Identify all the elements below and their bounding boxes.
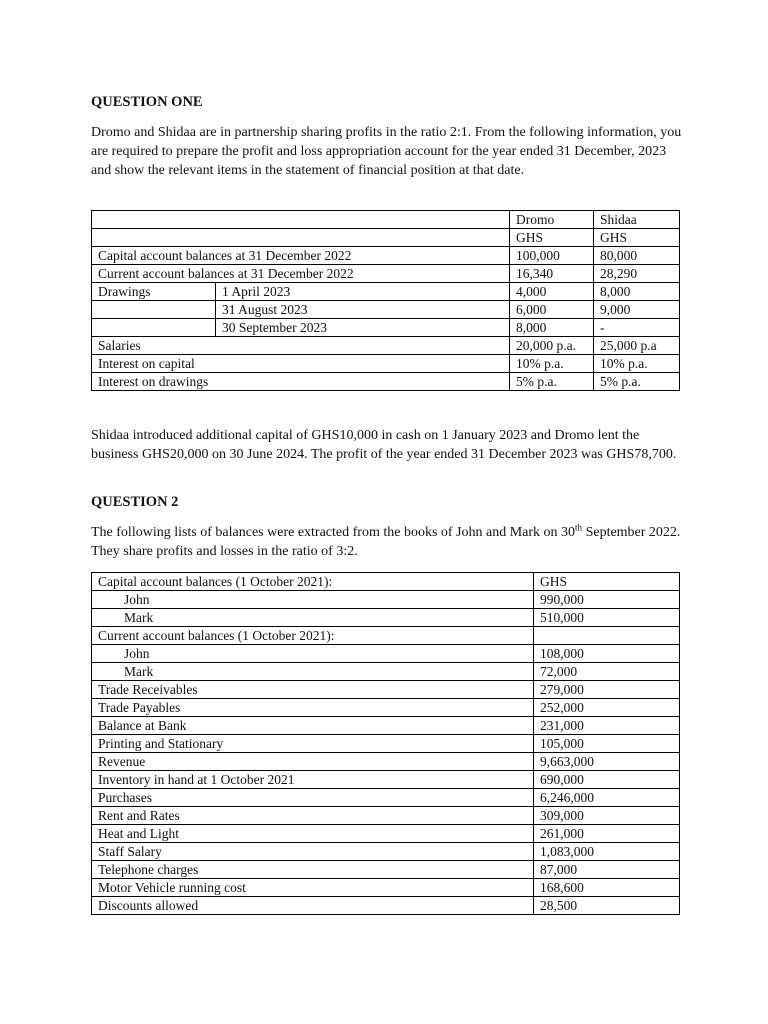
question-two-intro — [91, 523, 683, 561]
table-row — [92, 663, 680, 681]
row-value: 168,600 — [534, 879, 680, 897]
table-row — [92, 771, 680, 789]
table-row — [92, 373, 680, 391]
table-row — [92, 753, 680, 771]
row-label: Salaries — [92, 337, 510, 355]
table-row — [92, 735, 680, 753]
row-label: Revenue — [92, 753, 534, 771]
row-label: Rent and Rates — [92, 807, 534, 825]
row-label: Heat and Light — [92, 825, 534, 843]
row-label — [92, 319, 216, 337]
table-row — [92, 283, 680, 301]
row-value: 9,663,000 — [534, 753, 680, 771]
row-value: 108,000 — [534, 645, 680, 663]
row-value: 28,500 — [534, 897, 680, 915]
shidaa-value: 5% p.a. — [594, 373, 680, 391]
row-label: Motor Vehicle running cost — [92, 879, 534, 897]
dromo-value: 5% p.a. — [510, 373, 594, 391]
row-value: 261,000 — [534, 825, 680, 843]
row-label: Balance at Bank — [92, 717, 534, 735]
dromo-value: 10% p.a. — [510, 355, 594, 373]
shidaa-value: - — [594, 319, 680, 337]
row-label: Interest on capital — [92, 355, 510, 373]
row-value: 510,000 — [534, 609, 680, 627]
table-row — [92, 337, 680, 355]
unit-shidaa: GHS — [594, 229, 680, 247]
row-value: 72,000 — [534, 663, 680, 681]
table-row — [92, 699, 680, 717]
row-value: 252,000 — [534, 699, 680, 717]
row-value: 105,000 — [534, 735, 680, 753]
table-row — [92, 265, 680, 283]
drawing-date: 1 April 2023 — [216, 283, 510, 301]
table-row — [92, 573, 680, 591]
row-value: 6,246,000 — [534, 789, 680, 807]
partnership-table — [91, 210, 680, 391]
shidaa-value: 10% p.a. — [594, 355, 680, 373]
intro-superscript: th — [575, 522, 583, 533]
row-label: Trade Receivables — [92, 681, 534, 699]
header-shidaa: Shidaa — [594, 211, 680, 229]
row-value: 309,000 — [534, 807, 680, 825]
intro-text-end: September 2022. They share profits and losses in the ratio of 3:2. — [91, 525, 681, 559]
question-one-footer: Shidaa introduced additional capital of GHS10,000 in cash on 1 January 2023 and Dromo lent the business GHS20,000 on 30 June 2024. The profit of the year ended 31 December 2023 was GHS78,700. — [91, 428, 677, 462]
unit-dromo: GHS — [510, 229, 594, 247]
balances-table — [91, 572, 680, 915]
dromo-value: 4,000 — [510, 283, 594, 301]
table-row — [92, 355, 680, 373]
table-row — [92, 627, 680, 645]
row-label: Current account balances at 31 December 2022 — [92, 265, 510, 283]
question-two-heading: QUESTION 2 — [91, 494, 179, 510]
empty-cell — [92, 229, 510, 247]
row-label: Interest on drawings — [92, 373, 510, 391]
question-one-heading: QUESTION ONE — [91, 94, 203, 110]
table-row — [92, 717, 680, 735]
table-row — [92, 681, 680, 699]
table-row — [92, 879, 680, 897]
row-value: 990,000 — [534, 591, 680, 609]
shidaa-value: 25,000 p.a — [594, 337, 680, 355]
dromo-value: 16,340 — [510, 265, 594, 283]
row-label: Telephone charges — [92, 861, 534, 879]
table-row — [92, 825, 680, 843]
row-label: John — [92, 645, 534, 663]
table-row — [92, 843, 680, 861]
row-label: Inventory in hand at 1 October 2021 — [92, 771, 534, 789]
table-row — [92, 807, 680, 825]
header-dromo: Dromo — [510, 211, 594, 229]
row-label — [92, 301, 216, 319]
row-label: Capital account balances (1 October 2021): — [92, 573, 534, 591]
shidaa-value: 9,000 — [594, 301, 680, 319]
row-label: Discounts allowed — [92, 897, 534, 915]
balances-table-body — [92, 573, 680, 915]
dromo-value: 8,000 — [510, 319, 594, 337]
shidaa-value: 80,000 — [594, 247, 680, 265]
row-label: Mark — [92, 609, 534, 627]
table-row — [92, 301, 680, 319]
row-label: Trade Payables — [92, 699, 534, 717]
row-value: GHS — [534, 573, 680, 591]
table-row — [92, 591, 680, 609]
intro-text: The following lists of balances were extracted from the books of John and Mark on 30 — [91, 525, 576, 540]
table-row — [92, 861, 680, 879]
table-row — [92, 897, 680, 915]
dromo-value: 20,000 p.a. — [510, 337, 594, 355]
shidaa-value: 28,290 — [594, 265, 680, 283]
row-value: 231,000 — [534, 717, 680, 735]
table-row — [92, 211, 680, 229]
row-label: John — [92, 591, 534, 609]
drawing-date: 30 September 2023 — [216, 319, 510, 337]
question-one-intro: Dromo and Shidaa are in partnership sharing profits in the ratio 2:1. From the following information, you are required to prepare the profit and loss appropriation account for the year ended 31 December, 2023 and show the relevant items in the statement of financial position at that date. — [91, 125, 682, 178]
table-row — [92, 609, 680, 627]
row-label: Staff Salary — [92, 843, 534, 861]
row-value — [534, 627, 680, 645]
table-row — [92, 645, 680, 663]
table-row — [92, 229, 680, 247]
table-row — [92, 319, 680, 337]
row-value: 690,000 — [534, 771, 680, 789]
drawing-date: 31 August 2023 — [216, 301, 510, 319]
row-label: Capital account balances at 31 December 2022 — [92, 247, 510, 265]
table-row — [92, 247, 680, 265]
row-label: Mark — [92, 663, 534, 681]
dromo-value: 100,000 — [510, 247, 594, 265]
row-label: Current account balances (1 October 2021): — [92, 627, 534, 645]
row-value: 279,000 — [534, 681, 680, 699]
row-label: Purchases — [92, 789, 534, 807]
empty-cell — [92, 211, 510, 229]
row-label: Drawings — [92, 283, 216, 301]
row-value: 87,000 — [534, 861, 680, 879]
shidaa-value: 8,000 — [594, 283, 680, 301]
dromo-value: 6,000 — [510, 301, 594, 319]
row-label: Printing and Stationary — [92, 735, 534, 753]
row-value: 1,083,000 — [534, 843, 680, 861]
table-row — [92, 789, 680, 807]
